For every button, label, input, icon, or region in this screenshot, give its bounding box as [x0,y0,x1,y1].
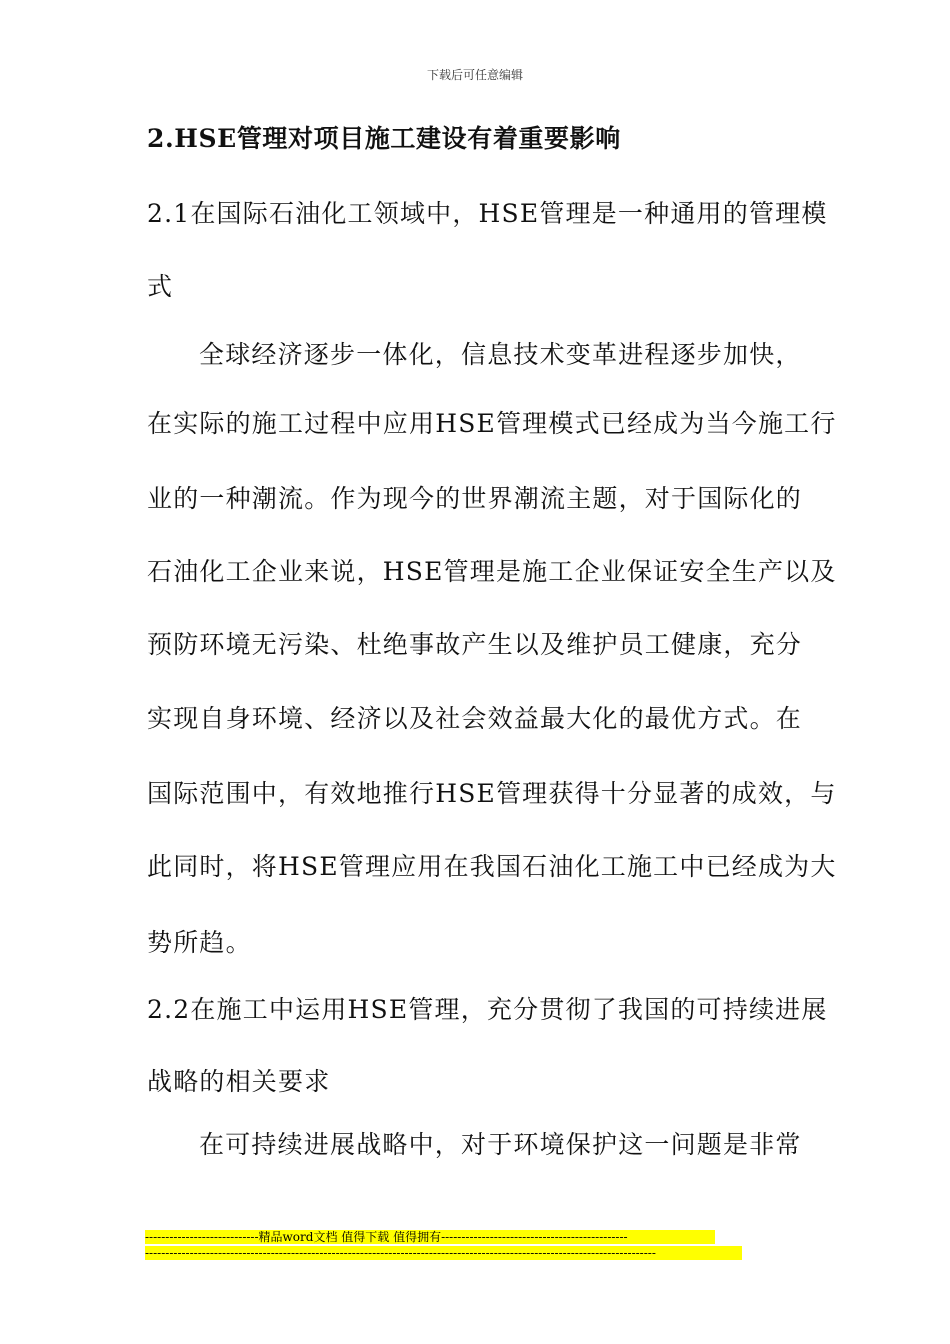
subsection-heading-line: 2.2在施工中运用HSE管理，充分贯彻了我国的可持续进展 [147,995,828,1024]
paragraph-line: 石油化工企业来说，HSE管理是施工企业保证安全生产以及 [147,557,837,586]
subsection-heading-line: 2.1在国际石油化工领域中，HSE管理是一种通用的管理模 [147,199,828,228]
paragraph-line: 业的一种潮流。作为现今的世界潮流主题，对于国际化的 [147,484,803,513]
header-note: 下载后可任意编辑 [426,68,523,82]
paragraph-line: 在实际的施工过程中应用HSE管理模式已经成为当今施工行 [147,409,837,438]
subsection-heading-line: 战略的相关要求 [147,1067,331,1096]
paragraph-line: 势所趋。 [147,928,252,957]
section-heading: 2.HSE管理对项目施工建设有着重要影响 [147,124,621,153]
footer-divider: ------------------------------------------------------------------------------------------------------------------------------ [145,1246,742,1260]
paragraph-line: 预防环境无污染、杜绝事故产生以及维护员工健康，充分 [147,630,803,659]
paragraph-line: 国际范围中，有效地推行HSE管理获得十分显著的成效，与 [147,779,837,808]
footer-banner: ----------------------------精品word文档 值得下载 值得拥有---------------------------------------------- [145,1230,715,1244]
paragraph-line: 在可持续进展战略中，对于环境保护这一问题是非常 [199,1130,802,1159]
paragraph-line: 实现自身环境、经济以及社会效益最大化的最优方式。在 [147,704,803,733]
subsection-heading-line: 式 [147,272,174,301]
paragraph-line: 此同时，将HSE管理应用在我国石油化工施工中已经成为大 [147,852,837,881]
paragraph-line: 全球经济逐步一体化，信息技术变革进程逐步加快， [199,340,802,369]
